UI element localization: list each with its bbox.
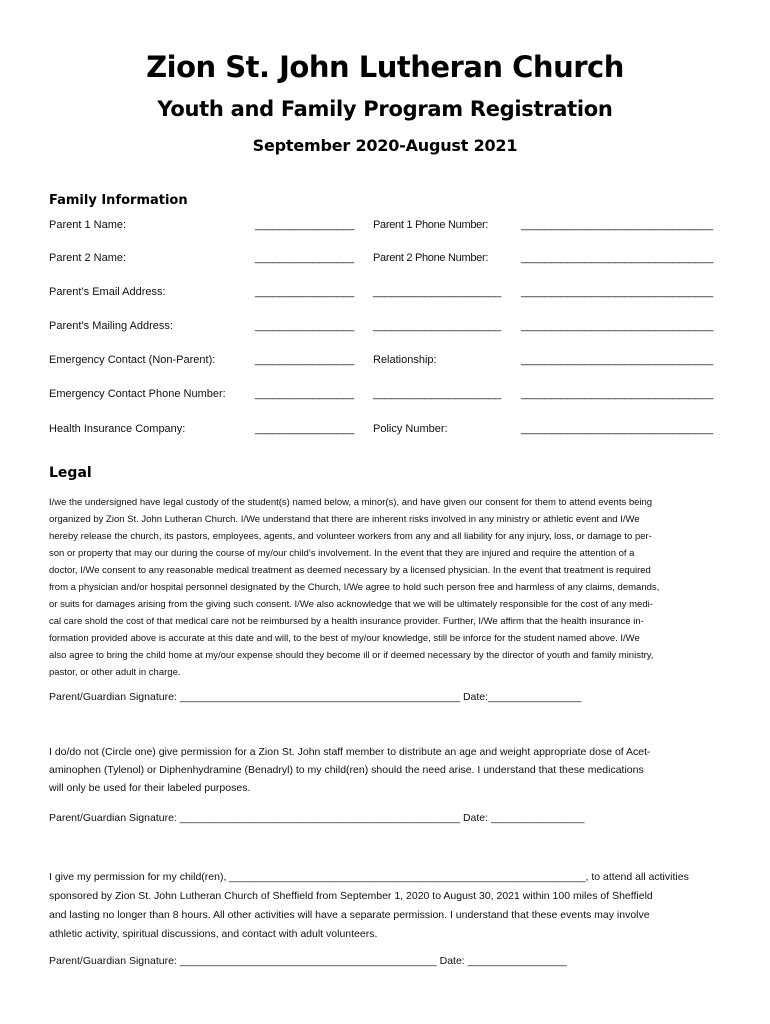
legal-paragraph	[49, 494, 719, 681]
mailing-field-3[interactable]: _________________________________	[521, 320, 713, 332]
emergency-phone-field-2[interactable]: ______________________	[373, 388, 501, 400]
policy-number-field[interactable]: _________________________________	[521, 423, 713, 435]
relationship-field[interactable]: _________________________________	[521, 354, 713, 366]
parent1-phone-label: Parent 1 Phone Number:	[373, 219, 489, 231]
mailing-field-1[interactable]: _________________	[255, 320, 354, 332]
parent1-row	[0, 219, 770, 239]
legal-line: from a physician and/or hospital personnel designated by the Church, I/We agree to hold such person free and harmless of any claims, demands,	[49, 582, 660, 593]
parent2-phone-field[interactable]: _________________________________	[521, 252, 713, 264]
parent1-name-label: Parent 1 Name:	[49, 219, 127, 231]
medication-line: aminophen (Tylenol) or Diphenhydramine (Benadryl) to my child(ren) should the need arise. I understand that these medications	[49, 764, 644, 776]
parent1-phone-field[interactable]: _________________________________	[521, 219, 713, 231]
emergency-contact-row	[0, 354, 770, 374]
legal-line: or suits for damages arising from the giving such consent. I/We also acknowledge that we will be ultimately responsible for the cost of any medi-	[49, 599, 653, 610]
signature-line-activities[interactable]: Parent/Guardian Signature: ____________________________________________ Date: _________________	[49, 955, 567, 967]
email-field-2[interactable]: ______________________	[373, 286, 501, 298]
emergency-phone-row	[0, 388, 770, 408]
church-title: Zion St. John Lutheran Church	[146, 50, 624, 84]
insurance-company-label: Health Insurance Company:	[49, 423, 186, 435]
email-label: Parent’s Email Address:	[49, 286, 166, 298]
legal-line: also agree to bring the child home at my/our expense should they become ill or if deemed necessary by the director of youth and family ministry,	[49, 650, 654, 661]
family-information-heading: Family Information	[49, 193, 188, 208]
legal-line: cal care shold the cost of that medical care not be reimbursed by a health insurance provider. Further, I/We affirm that the health insurance in-	[49, 616, 644, 627]
insurance-company-field[interactable]: _________________	[255, 423, 354, 435]
emergency-contact-label: Emergency Contact (Non-Parent):	[49, 354, 216, 366]
email-row	[0, 286, 770, 306]
relationship-label: Relationship:	[373, 354, 437, 366]
mailing-field-2[interactable]: ______________________	[373, 320, 501, 332]
program-period: September 2020-August 2021	[252, 136, 518, 155]
legal-line: organized by Zion St. John Lutheran Church. I/We understand that there are inherent risks involved in any ministry or athletic event and I/We	[49, 514, 640, 525]
parent2-name-field[interactable]: _________________	[255, 252, 354, 264]
activities-line: I give my permission for my child(ren), _____________________________________________________________, to attend all activities	[49, 871, 689, 883]
parent1-name-field[interactable]: _________________	[255, 219, 354, 231]
activities-line: and lasting no longer than 8 hours. All other activities will have a separate permission. I understand that these events may involve	[49, 909, 650, 921]
legal-line: I/we the undersigned have legal custody of the student(s) named below, a minor(s), and have given our consent for them to attend events being	[49, 497, 653, 508]
insurance-row	[0, 423, 770, 443]
parent2-name-label: Parent 2 Name:	[49, 252, 127, 264]
legal-line: son or property that may our during the course of my/our child’s involvement. In the event that they are injured and require the attention of a	[49, 548, 635, 559]
legal-line: hereby release the church, its pastors, employees, agents, and volunteer workers from any and all liability for any injury, loss, or damage to per-	[49, 531, 652, 542]
policy-number-label: Policy Number:	[373, 423, 448, 435]
legal-line: formation provided above is accurate at this date and will, to the best of my/our knowledge, still be inforce for the student named above. I/We	[49, 633, 640, 644]
medication-line: will only be used for their labeled purposes.	[49, 782, 251, 794]
legal-heading: Legal	[49, 465, 92, 481]
emergency-phone-field-3[interactable]: _________________________________	[521, 388, 713, 400]
signature-line-legal[interactable]: Parent/Guardian Signature: ________________________________________________ Date:________________	[49, 691, 582, 703]
email-field-3[interactable]: _________________________________	[521, 286, 713, 298]
parent2-row	[0, 252, 770, 272]
mailing-row	[0, 320, 770, 340]
signature-line-medication[interactable]: Parent/Guardian Signature: ________________________________________________ Date: ________________	[49, 812, 585, 824]
activities-line: sponsored by Zion St. John Lutheran Church of Sheffield from September 1, 2020 to August 30, 2021 within 100 miles of Sheffield	[49, 890, 653, 902]
email-field-1[interactable]: _________________	[255, 286, 354, 298]
emergency-phone-field-1[interactable]: _________________	[255, 388, 354, 400]
form-subtitle: Youth and Family Program Registration	[157, 97, 613, 121]
legal-line: doctor, I/We consent to any reasonable medical treatment as deemed necessary by a licensed physician. In the event that treatment is required	[49, 565, 651, 576]
activities-line: athletic activity, spiritual discussions, and contact with adult volunteers.	[49, 928, 378, 940]
emergency-phone-label: Emergency Contact Phone Number:	[49, 388, 226, 400]
mailing-address-label: Parent’s Mailing Address:	[49, 320, 173, 332]
legal-line: pastor, or other adult in charge.	[49, 667, 181, 678]
medication-line: I do/do not (Circle one) give permission for a Zion St. John staff member to distribute an age and weight appropriate dose of Acet-	[49, 746, 651, 758]
parent2-phone-label: Parent 2 Phone Number:	[373, 252, 489, 264]
emergency-contact-field[interactable]: _________________	[255, 354, 354, 366]
